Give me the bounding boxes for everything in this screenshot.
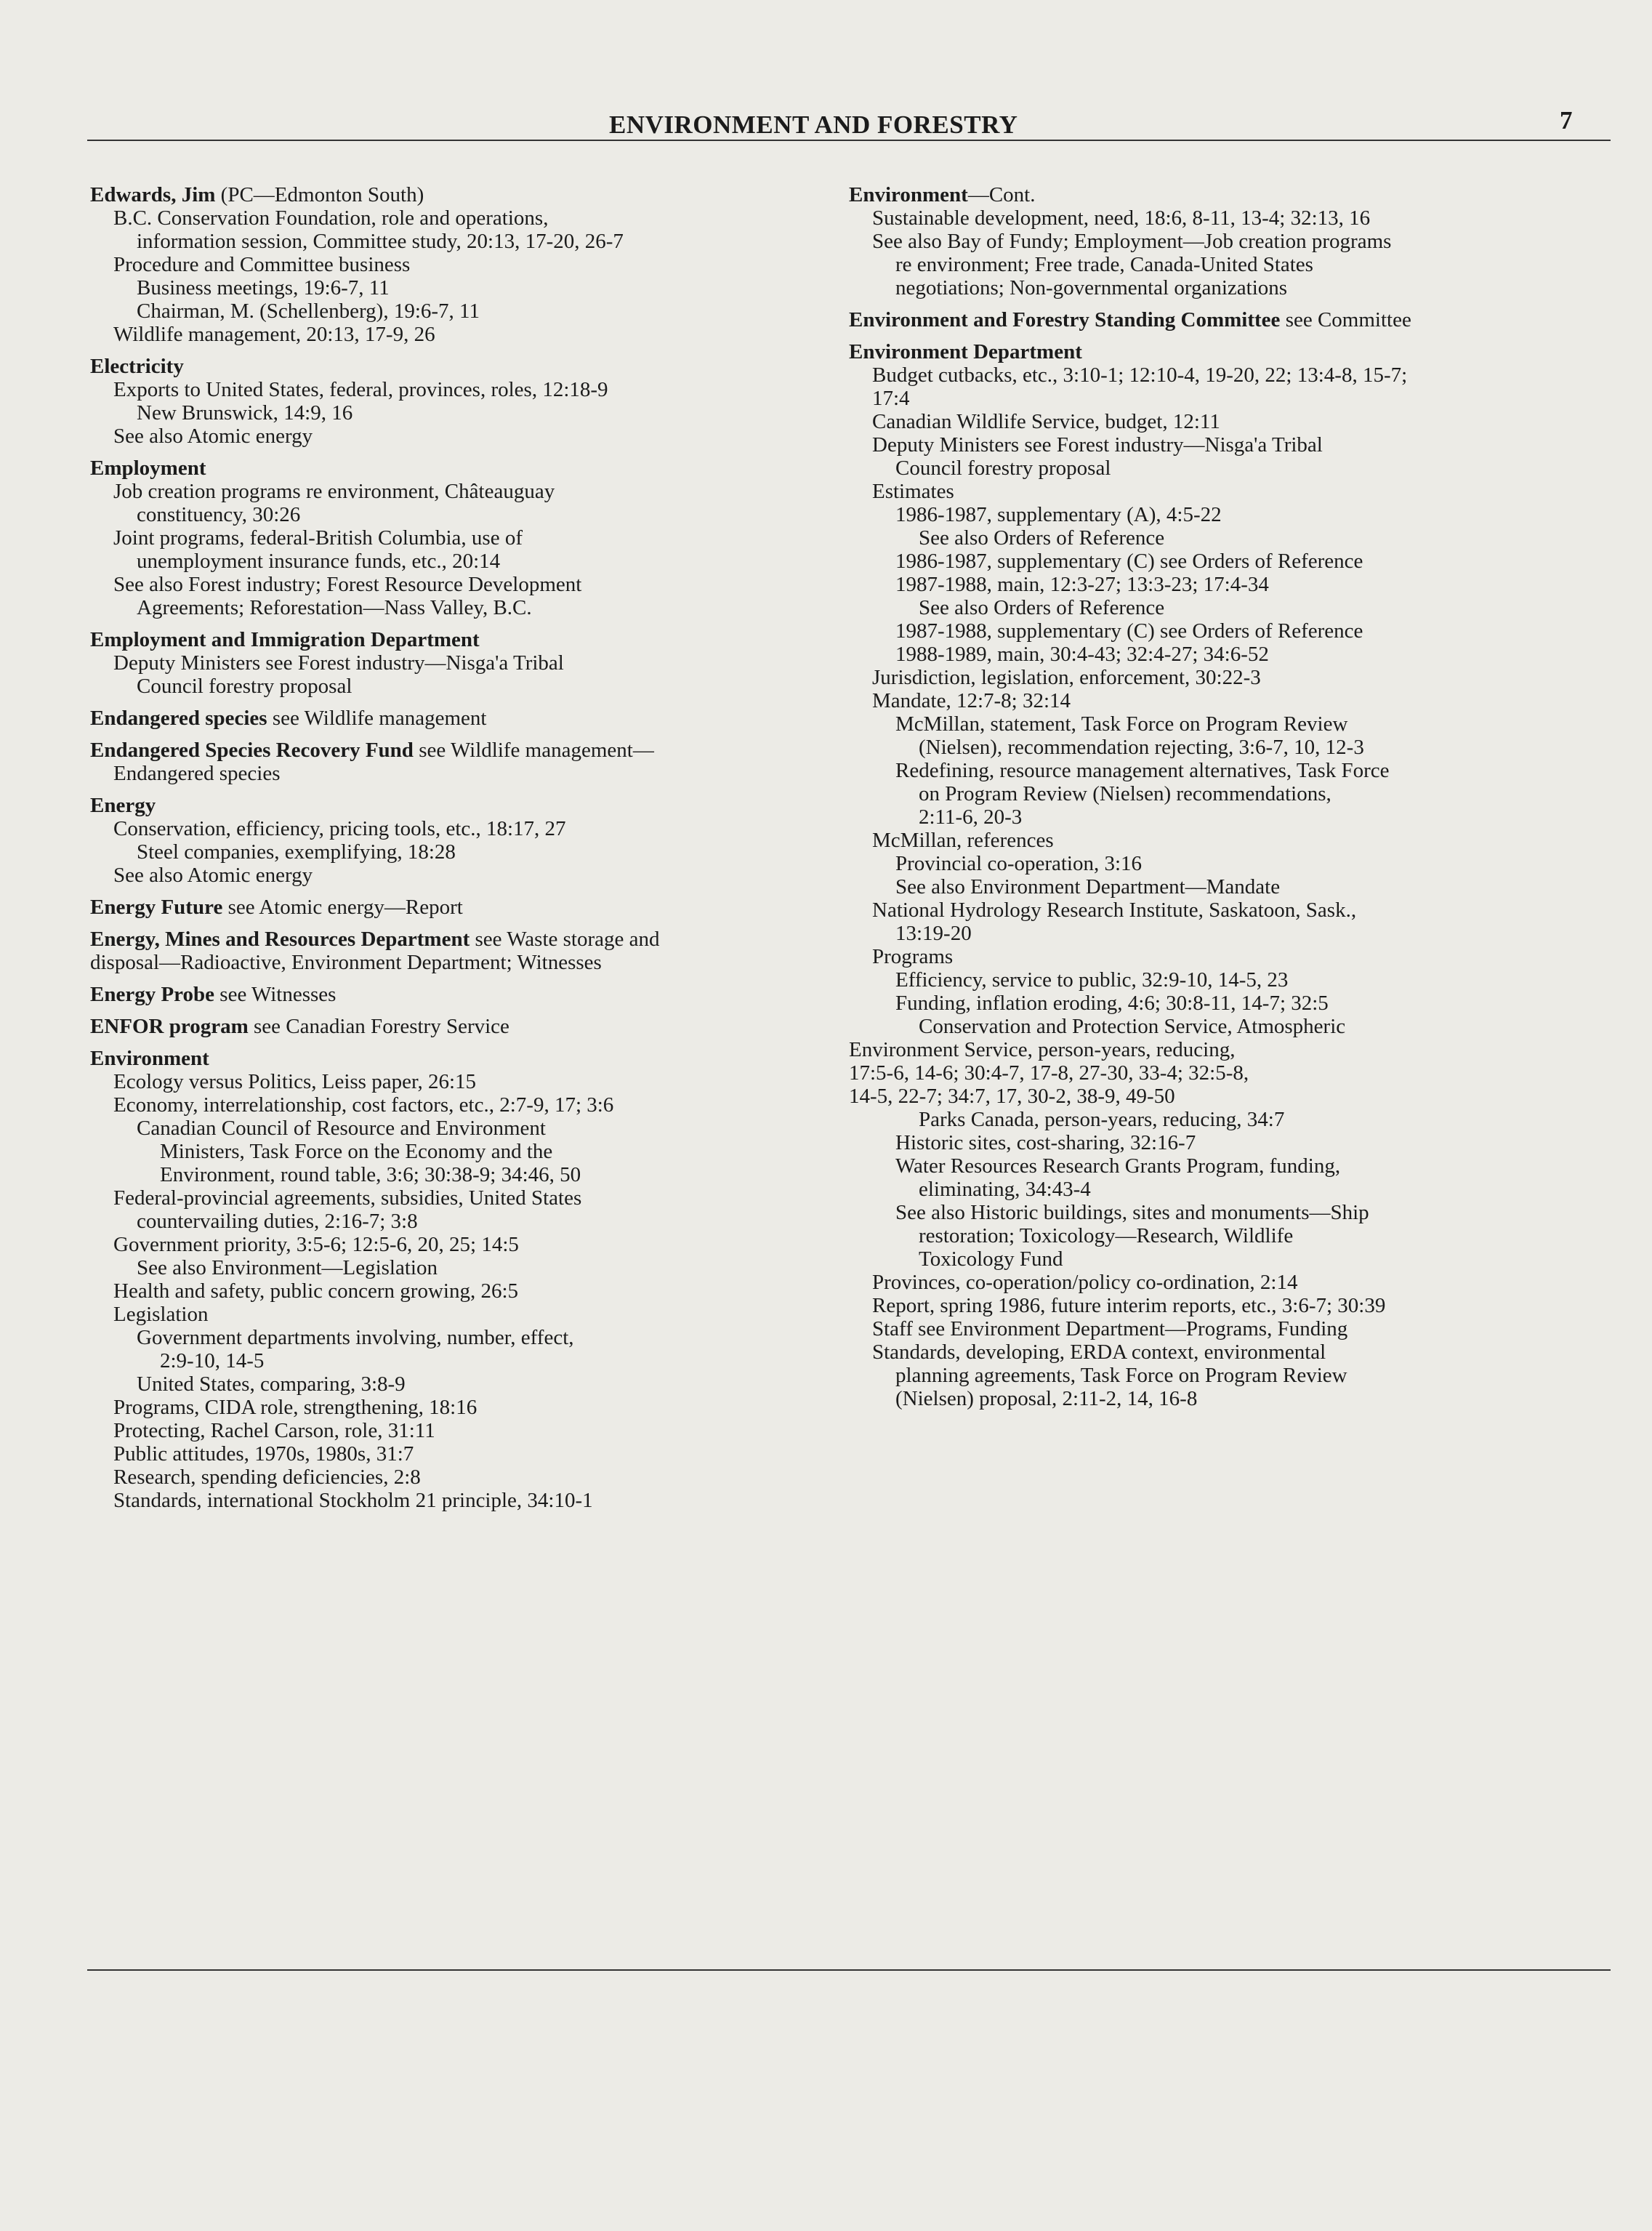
index-subentry: Conservation, efficiency, pricing tools, etc., 18:17, 27 — [113, 817, 566, 840]
index-subentry: 17:4 — [872, 387, 910, 410]
index-subentry: Canadian Wildlife Service, budget, 12:11 — [872, 410, 1220, 433]
index-subentry: disposal—Radioactive, Environment Department; Witnesses — [90, 951, 602, 974]
index-subentry: Wildlife management, 20:13, 17-9, 26 — [113, 323, 435, 346]
index-subentry: information session, Committee study, 20:13, 17-20, 26-7 — [137, 230, 624, 253]
index-entry — [90, 707, 817, 730]
index-subentry: Exports to United States, federal, provinces, roles, 12:18-9 — [113, 378, 608, 401]
index-entry — [90, 1015, 817, 1038]
index-subentry: Provinces, co-operation/policy co-ordination, 2:14 — [872, 1271, 1298, 1294]
index-entry — [849, 340, 1576, 1410]
index-subentry: 1987-1988, supplementary (C) see Orders of Reference — [895, 619, 1363, 643]
index-heading — [90, 983, 817, 1006]
index-heading — [90, 457, 817, 480]
index-entry — [90, 1047, 817, 1512]
index-subentry: 14-5, 22-7; 34:7, 17, 30-2, 38-9, 49-50 — [849, 1085, 1175, 1108]
index-entry — [90, 739, 817, 785]
index-subentry: Joint programs, federal-British Columbia, use of — [113, 526, 523, 550]
index-subentry: See also Forest industry; Forest Resource Development — [113, 573, 582, 596]
index-subentry: Report, spring 1986, future interim reports, etc., 3:6-7; 30:39 — [872, 1294, 1386, 1317]
index-subentry: Public attitudes, 1970s, 1980s, 31:7 — [113, 1442, 414, 1466]
index-subentry: McMillan, statement, Task Force on Program Review — [895, 712, 1348, 736]
index-entry — [90, 983, 817, 1006]
index-heading — [90, 628, 817, 651]
index-subentry: Sustainable development, need, 18:6, 8-11, 13-4; 32:13, 16 — [872, 206, 1371, 230]
index-heading — [90, 707, 817, 730]
index-subentry: (Nielsen), recommendation rejecting, 3:6-7, 10, 12-3 — [919, 736, 1364, 759]
index-subentry: Federal-provincial agreements, subsidies, United States — [113, 1186, 582, 1210]
index-subentry: on Program Review (Nielsen) recommendations, — [919, 782, 1331, 805]
index-subentry: Standards, international Stockholm 21 principle, 34:10-1 — [113, 1489, 593, 1512]
heading-suffix: see Witnesses — [214, 983, 337, 1006]
index-subentry: Ministers, Task Force on the Economy and the — [160, 1140, 553, 1163]
index-entry — [90, 928, 817, 974]
heading-term: Endangered species — [90, 707, 267, 730]
index-subentry: (Nielsen) proposal, 2:11-2, 14, 16-8 — [895, 1387, 1198, 1410]
index-subentry: Legislation — [113, 1303, 209, 1326]
index-subentry: Mandate, 12:7-8; 32:14 — [872, 689, 1071, 712]
heading-suffix: (PC—Edmonton South) — [215, 183, 424, 206]
index-heading — [90, 1015, 817, 1038]
index-subentry: 1988-1989, main, 30:4-43; 32:4-27; 34:6-52 — [895, 643, 1269, 666]
index-subentry: restoration; Toxicology—Research, Wildlife — [919, 1224, 1294, 1247]
index-heading — [90, 1047, 817, 1070]
footer-rule — [87, 1969, 1611, 1971]
index-subentry: Protecting, Rachel Carson, role, 31:11 — [113, 1419, 435, 1442]
index-subentry: planning agreements, Task Force on Program Review — [895, 1364, 1347, 1387]
heading-suffix: see Atomic energy—Report — [222, 896, 463, 919]
index-subentry: See also Atomic energy — [113, 864, 313, 887]
index-subentry: Environment Service, person-years, reducing, — [849, 1038, 1236, 1061]
index-heading — [849, 183, 1576, 206]
index-subentry: Research, spending deficiencies, 2:8 — [113, 1466, 421, 1489]
heading-term: Energy Future — [90, 896, 223, 919]
index-heading — [849, 308, 1576, 331]
left-column — [90, 183, 817, 1521]
heading-term: Edwards, Jim — [90, 183, 216, 206]
index-subentry: See also Historic buildings, sites and monuments—Ship — [895, 1201, 1369, 1224]
heading-term: Environment — [849, 183, 968, 206]
index-subentry: Ecology versus Politics, Leiss paper, 26:15 — [113, 1070, 477, 1093]
index-subentry: Job creation programs re environment, Châteauguay — [113, 480, 555, 503]
index-subentry: 13:19-20 — [895, 922, 972, 945]
index-subentry: Programs — [872, 945, 954, 968]
index-subentry: Staff see Environment Department—Programs, Funding — [872, 1317, 1348, 1340]
index-subentry: Provincial co-operation, 3:16 — [895, 852, 1143, 875]
header-rule — [87, 140, 1611, 141]
index-heading — [90, 794, 817, 817]
index-entry — [90, 355, 817, 448]
heading-suffix: see Wildlife management— — [413, 739, 654, 762]
index-subentry: McMillan, references — [872, 829, 1054, 852]
index-subentry: Standards, developing, ERDA context, environmental — [872, 1340, 1326, 1364]
index-entry — [849, 308, 1576, 331]
index-subentry: Deputy Ministers see Forest industry—Nisga'a Tribal — [113, 651, 564, 675]
index-subentry: Budget cutbacks, etc., 3:10-1; 12:10-4, 19-20, 22; 13:4-8, 15-7; — [872, 363, 1408, 387]
right-column — [849, 183, 1576, 1419]
index-subentry: Procedure and Committee business — [113, 253, 411, 276]
page-title: ENVIRONMENT AND FORESTRY — [609, 110, 1018, 139]
index-subentry: Conservation and Protection Service, Atmospheric — [919, 1015, 1346, 1038]
index-subentry: See also Atomic energy — [113, 425, 313, 448]
index-entry — [90, 628, 817, 698]
index-subentry: Programs, CIDA role, strengthening, 18:16 — [113, 1396, 478, 1419]
index-subentry: Chairman, M. (Schellenberg), 19:6-7, 11 — [137, 300, 480, 323]
heading-suffix: see Committee — [1280, 308, 1411, 331]
index-subentry: Economy, interrelationship, cost factors, etc., 2:7-9, 17; 3:6 — [113, 1093, 614, 1117]
index-subentry: Jurisdiction, legislation, enforcement, 30:22-3 — [872, 666, 1261, 689]
index-subentry: eliminating, 34:43-4 — [919, 1178, 1091, 1201]
index-heading — [90, 928, 817, 951]
heading-suffix: see Waste storage and — [470, 928, 660, 951]
heading-term: Endangered Species Recovery Fund — [90, 739, 414, 762]
heading-term: Energy Probe — [90, 983, 215, 1006]
index-heading — [849, 340, 1576, 363]
index-subentry: Government departments involving, number, effect, — [137, 1326, 574, 1349]
index-heading — [90, 896, 817, 919]
index-entry — [90, 457, 817, 619]
heading-term: Energy — [90, 794, 156, 817]
index-subentry: United States, comparing, 3:8-9 — [137, 1372, 406, 1396]
index-subentry: See also Environment—Legislation — [137, 1256, 438, 1279]
index-heading — [90, 355, 817, 378]
index-subentry: unemployment insurance funds, etc., 20:14 — [137, 550, 501, 573]
index-subentry: 2:9-10, 14-5 — [160, 1349, 265, 1372]
index-entry — [90, 183, 817, 346]
index-entry — [849, 183, 1576, 300]
index-subentry: Business meetings, 19:6-7, 11 — [137, 276, 390, 300]
index-subentry: Council forestry proposal — [895, 457, 1111, 480]
index-subentry: Toxicology Fund — [919, 1247, 1063, 1271]
index-subentry: Steel companies, exemplifying, 18:28 — [137, 840, 456, 864]
heading-suffix: see Wildlife management — [267, 707, 487, 730]
index-subentry: Funding, inflation eroding, 4:6; 30:8-11, 14-7; 32:5 — [895, 992, 1329, 1015]
index-subentry: countervailing duties, 2:16-7; 3:8 — [137, 1210, 418, 1233]
index-subentry: Health and safety, public concern growing, 26:5 — [113, 1279, 519, 1303]
heading-term: Environment Department — [849, 340, 1082, 363]
heading-term: Energy, Mines and Resources Department — [90, 928, 470, 951]
index-subentry: Deputy Ministers see Forest industry—Nisga'a Tribal — [872, 433, 1323, 457]
index-subentry: Canadian Council of Resource and Environment — [137, 1117, 546, 1140]
index-subentry: constituency, 30:26 — [137, 503, 301, 526]
index-subentry: See also Orders of Reference — [919, 596, 1165, 619]
index-subentry: negotiations; Non-governmental organizations — [895, 276, 1288, 300]
index-subentry: Estimates — [872, 480, 954, 503]
index-subentry: Agreements; Reforestation—Nass Valley, B.C. — [137, 596, 532, 619]
index-subentry: re environment; Free trade, Canada-United States — [895, 253, 1313, 276]
heading-suffix: see Canadian Forestry Service — [248, 1015, 509, 1038]
index-subentry: New Brunswick, 14:9, 16 — [137, 401, 353, 425]
index-subentry: See also Orders of Reference — [919, 526, 1165, 550]
index-subentry: Council forestry proposal — [137, 675, 352, 698]
heading-term: Environment — [90, 1047, 209, 1070]
index-subentry: Redefining, resource management alternatives, Task Force — [895, 759, 1390, 782]
heading-term: Electricity — [90, 355, 184, 378]
heading-term: Employment and Immigration Department — [90, 628, 480, 651]
index-subentry: 17:5-6, 14-6; 30:4-7, 17-8, 27-30, 33-4; 32:5-8, — [849, 1061, 1249, 1085]
index-subentry: Parks Canada, person-years, reducing, 34:7 — [919, 1108, 1285, 1131]
index-subentry: National Hydrology Research Institute, Saskatoon, Sask., — [872, 899, 1357, 922]
index-subentry: Endangered species — [113, 762, 281, 785]
index-subentry: Efficiency, service to public, 32:9-10, 14-5, 23 — [895, 968, 1289, 992]
index-subentry: 1987-1988, main, 12:3-27; 13:3-23; 17:4-34 — [895, 573, 1269, 596]
index-subentry: Government priority, 3:5-6; 12:5-6, 20, 25; 14:5 — [113, 1233, 519, 1256]
page-number: 7 — [1560, 106, 1573, 134]
heading-term: Employment — [90, 457, 206, 480]
heading-term: ENFOR program — [90, 1015, 249, 1038]
index-subentry: Water Resources Research Grants Program, funding, — [895, 1154, 1341, 1178]
index-subentry: See also Bay of Fundy; Employment—Job creation programs — [872, 230, 1392, 253]
index-subentry: Environment, round table, 3:6; 30:38-9; 34:46, 50 — [160, 1163, 581, 1186]
index-entry — [90, 794, 817, 887]
index-subentry: 2:11-6, 20-3 — [919, 805, 1023, 829]
index-subentry: See also Environment Department—Mandate — [895, 875, 1281, 899]
index-subentry: Historic sites, cost-sharing, 32:16-7 — [895, 1131, 1196, 1154]
index-subentry: 1986-1987, supplementary (A), 4:5-22 — [895, 503, 1222, 526]
heading-suffix: —Cont. — [967, 183, 1036, 206]
index-subentry: B.C. Conservation Foundation, role and operations, — [113, 206, 549, 230]
heading-term: Environment and Forestry Standing Committee — [849, 308, 1281, 331]
index-entry — [90, 896, 817, 919]
index-heading — [90, 739, 817, 762]
index-heading — [90, 183, 817, 206]
index-subentry: 1986-1987, supplementary (C) see Orders of Reference — [895, 550, 1363, 573]
